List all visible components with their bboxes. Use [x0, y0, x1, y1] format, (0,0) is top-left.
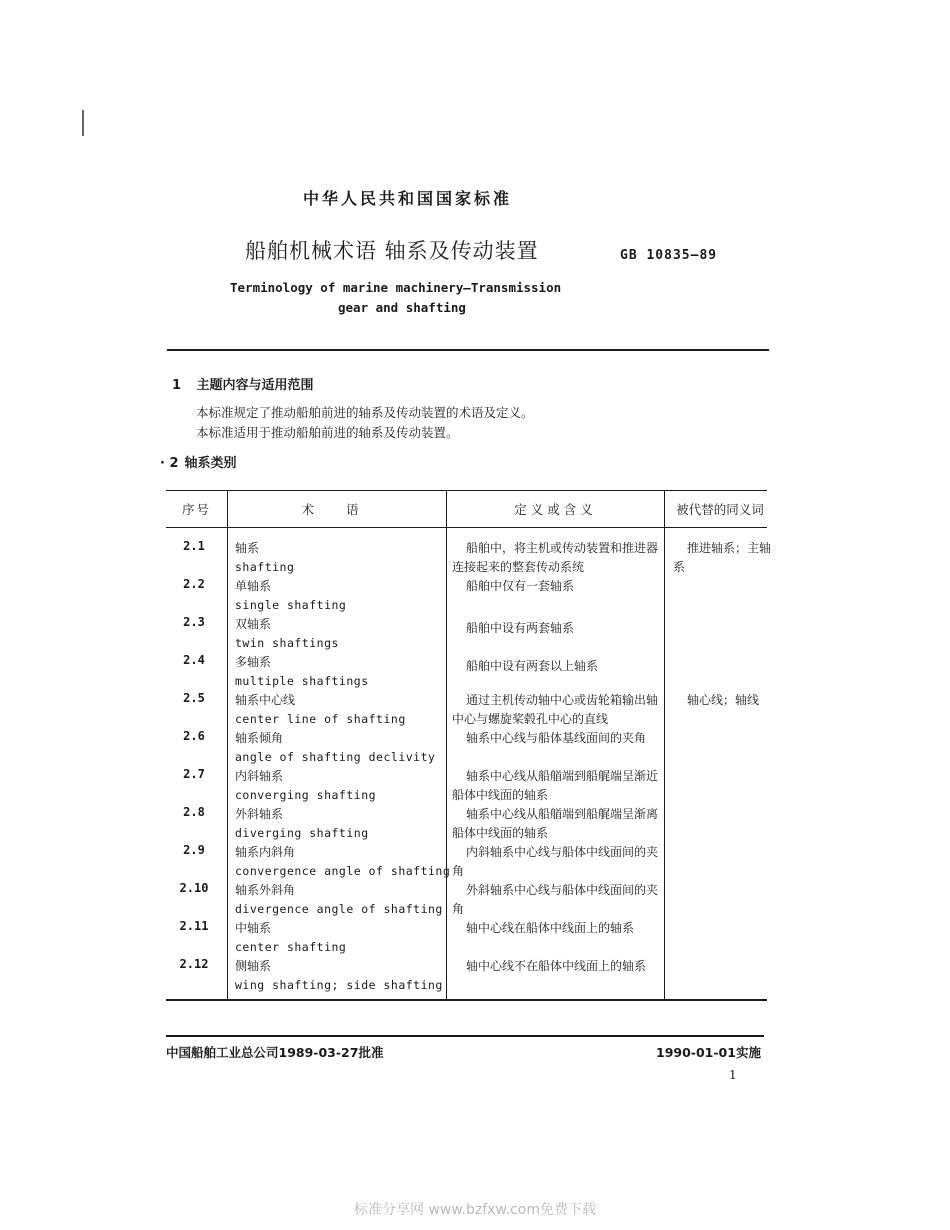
- table-row: [166, 577, 767, 615]
- table-row: [166, 881, 767, 919]
- section2-number-value: 2: [169, 456, 179, 471]
- term-cn: 单轴系: [235, 579, 272, 593]
- row-number: 2.2: [183, 577, 205, 591]
- section1-paragraph1: 本标准规定了推动船舶前进的轴系及传动装置的术语及定义。: [196, 405, 534, 420]
- table-top-rule: [166, 490, 767, 491]
- header-num: 序号: [181, 502, 211, 517]
- row-definition: 轴系中心线从船艏端到船艉端呈渐离船体中线面的轴系: [452, 807, 659, 840]
- row-definition: 轴系中心线与船体基线面间的夹角: [466, 731, 647, 745]
- table-row: [166, 843, 767, 881]
- row-term: [235, 767, 445, 805]
- term-cn: 多轴系: [235, 655, 272, 669]
- table-row: [166, 615, 767, 653]
- footer-rule: [166, 1035, 764, 1037]
- term-cn: 侧轴系: [235, 959, 272, 973]
- term-cn: 轴系: [235, 541, 260, 555]
- row-term: [235, 919, 445, 957]
- row-definition: 船舶中设有两套以上轴系: [466, 659, 599, 673]
- row-number: 2.8: [183, 805, 205, 819]
- table-row: [166, 767, 767, 805]
- term-en: center line of shafting: [235, 712, 406, 726]
- row-term: [235, 615, 445, 653]
- row-term: [235, 957, 445, 995]
- effective-date: 1990-01-01实施: [656, 1045, 761, 1060]
- title-english-line1: Terminology of marine machinery—Transmission: [230, 280, 562, 295]
- term-cn: 双轴系: [235, 617, 272, 631]
- row-definition: 通过主机传动轴中心或齿轮箱输出轴中心与螺旋桨毂孔中心的直线: [452, 693, 659, 726]
- term-en: convergence angle of shafting: [235, 864, 451, 878]
- row-term: [235, 577, 445, 615]
- title-english: [230, 278, 590, 318]
- term-en: angle of shafting declivity: [235, 750, 436, 764]
- row-term: [235, 539, 445, 577]
- row-definition: 船舶中设有两套轴系: [466, 621, 575, 635]
- page-number: 1: [729, 1068, 737, 1082]
- row-term: [235, 691, 445, 729]
- row-definition: 船舶中仅有一套轴系: [466, 579, 575, 593]
- table-row: [166, 729, 767, 767]
- row-number: 2.12: [179, 957, 209, 971]
- term-en: diverging shafting: [235, 826, 369, 840]
- term-en: twin shaftings: [235, 636, 339, 650]
- header-synonym: 被代替的同义词: [676, 502, 764, 517]
- section2-title: 轴系类别: [184, 456, 237, 471]
- national-standard-label: 中华人民共和国国家标准: [302, 189, 512, 208]
- row-definition: 轴中心线在船体中线面上的轴系: [466, 921, 635, 935]
- section2-heading: [160, 452, 237, 471]
- term-cn: 轴系内斜角: [235, 845, 296, 859]
- term-cn: 轴系中心线: [235, 693, 296, 707]
- row-number: 2.10: [179, 881, 209, 895]
- term-cn: 内斜轴系: [235, 769, 284, 783]
- table-row: [166, 957, 767, 995]
- section1-heading: [172, 374, 314, 393]
- row-number: 2.11: [179, 919, 209, 933]
- table-row: [166, 805, 767, 843]
- row-term: [235, 805, 445, 843]
- term-cn: 轴系倾角: [235, 731, 284, 745]
- table-row: [166, 539, 772, 577]
- row-definition: 船舶中，将主机或传动装置和推进器连接起来的整套传动系统: [452, 541, 659, 574]
- standard-code: GB 10835—89: [620, 248, 718, 263]
- section1-number: 1: [172, 378, 182, 393]
- table-row: [166, 653, 767, 691]
- row-definition: 外斜轴系中心线与船体中线面间的夹角: [452, 883, 659, 916]
- row-term: [235, 653, 445, 691]
- term-en: center shafting: [235, 940, 347, 954]
- term-en: divergence angle of shafting: [235, 902, 443, 916]
- section1-title: 主题内容与适用范围: [196, 378, 314, 393]
- term-en: single shafting: [235, 598, 347, 612]
- row-number: 2.5: [183, 691, 205, 705]
- section2-number: · 2: [160, 456, 179, 471]
- term-en: converging shafting: [235, 788, 377, 802]
- term-en: shafting: [235, 560, 295, 574]
- term-cn: 外斜轴系: [235, 807, 284, 821]
- row-number: 2.6: [183, 729, 205, 743]
- row-synonym: 推进轴系；主轴系: [673, 541, 772, 574]
- row-definition: 轴系中心线从船艏端到船艉端呈渐近船体中线面的轴系: [452, 769, 659, 802]
- row-number: 2.3: [183, 615, 205, 629]
- approval-note: 中国船舶工业总公司1989-03-27批准: [166, 1045, 384, 1060]
- header-rule: [167, 349, 769, 351]
- table-header-rule: [166, 527, 767, 528]
- term-en: multiple shaftings: [235, 674, 369, 688]
- scan-mark: [82, 110, 84, 136]
- row-definition: 内斜轴系中心线与船体中线面间的夹角: [452, 845, 659, 878]
- row-term: [235, 729, 445, 767]
- row-term: [235, 843, 451, 881]
- title-chinese: 船舶机械术语 轴系及传动装置: [245, 239, 539, 263]
- title-english-line2: gear and shafting: [338, 300, 466, 315]
- table-row: [166, 919, 767, 957]
- section1-paragraph2: 本标准适用于推动船舶前进的轴系及传动装置。: [196, 425, 459, 440]
- term-cn: 中轴系: [235, 921, 272, 935]
- header-term: 术 语: [301, 502, 373, 517]
- table-row: [166, 691, 767, 729]
- row-definition: 轴中心线不在船体中线面上的轴系: [466, 959, 647, 973]
- watermark: 标准分享网 www.bzfxw.com免费下载: [354, 1202, 596, 1218]
- row-number: 2.1: [183, 539, 205, 553]
- header-definition: 定义或含义: [514, 502, 597, 517]
- table-bottom-rule: [166, 999, 767, 1001]
- term-en: wing shafting; side shafting: [235, 978, 443, 992]
- row-term: [235, 881, 445, 919]
- row-number: 2.4: [183, 653, 205, 667]
- row-synonym: 轴心线；轴线: [687, 693, 760, 707]
- term-cn: 轴系外斜角: [235, 883, 296, 897]
- row-number: 2.7: [183, 767, 205, 781]
- row-number: 2.9: [183, 843, 205, 857]
